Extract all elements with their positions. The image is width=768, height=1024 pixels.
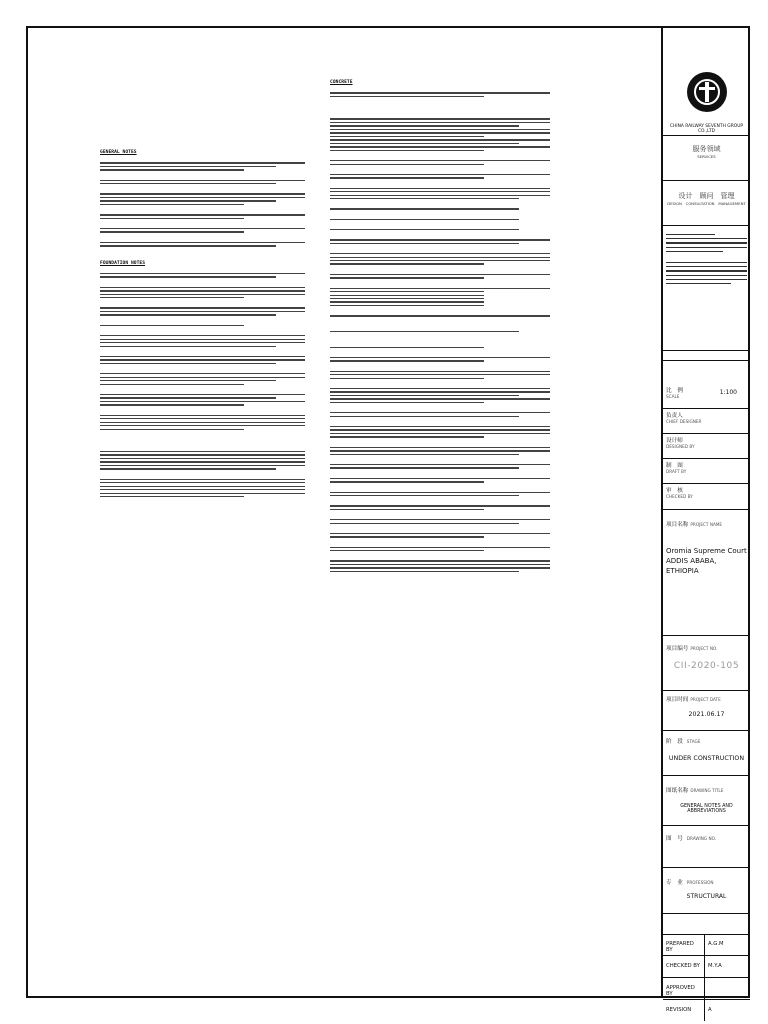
draft-row xyxy=(663,459,750,484)
section-divider xyxy=(663,360,750,361)
scale-value: 1:100 xyxy=(719,389,737,396)
concrete-note xyxy=(330,519,550,524)
concrete-note xyxy=(330,253,550,265)
scale-row xyxy=(663,384,750,409)
signature-row xyxy=(663,978,750,1000)
scale-label-cn: 比 例 xyxy=(666,388,683,394)
concrete-note xyxy=(330,533,550,538)
designed-label-cn: 设计师 xyxy=(666,438,683,444)
profession-label-cn: 专 业 xyxy=(666,880,683,886)
signature-row xyxy=(663,956,750,978)
design-en: DESIGN CONSULTATION MANAGEMENT xyxy=(667,201,746,206)
project-no-label-cn: 项目编号 xyxy=(666,646,689,652)
concrete-note xyxy=(330,118,550,151)
checked-label-cn: 审 核 xyxy=(666,488,683,494)
concrete-note xyxy=(330,160,550,165)
foundation-note xyxy=(100,451,305,470)
concrete-note xyxy=(330,219,550,220)
concrete-notes-column xyxy=(330,80,550,581)
signature-value: A xyxy=(708,1007,712,1013)
general-notes-heading: GENERAL NOTES xyxy=(100,150,137,155)
signature-value xyxy=(705,978,750,999)
signature-key: PREPARED BY xyxy=(663,934,705,955)
foundation-note xyxy=(100,479,305,498)
foundation-notes-heading: FOUNDATION NOTES xyxy=(100,260,146,266)
project-name-line: ETHIOPIA xyxy=(666,567,699,575)
profession-label-en: PROFESSION xyxy=(686,880,714,885)
drawing-no-section xyxy=(663,826,750,868)
project-name-section xyxy=(663,510,750,636)
general-note xyxy=(100,214,305,219)
revision-note xyxy=(663,226,750,289)
concrete-note xyxy=(330,174,550,179)
concrete-note xyxy=(330,315,550,348)
project-no-label-en: PROJECT NO. xyxy=(690,646,718,651)
foundation-note xyxy=(100,415,305,430)
foundation-note xyxy=(100,273,305,278)
profession-section xyxy=(663,868,750,914)
concrete-note xyxy=(330,371,550,379)
signature-row xyxy=(663,934,750,956)
project-no-section xyxy=(663,636,750,691)
scale-label-en: SCALE xyxy=(666,394,680,399)
signature-key: REVISION xyxy=(663,1000,705,1021)
spacer-row xyxy=(663,914,750,935)
profession-value: STRUCTURAL xyxy=(686,893,727,900)
designed-label-en: DESIGNED BY xyxy=(666,444,695,449)
foundation-note xyxy=(100,373,305,385)
concrete-note xyxy=(330,464,550,469)
logo-section xyxy=(663,26,750,136)
services-cn: 服务领域 xyxy=(692,145,721,153)
services-section xyxy=(663,136,750,181)
project-name-label-cn: 项目名称 xyxy=(666,522,689,528)
project-date-label-cn: 项目时间 xyxy=(666,697,689,703)
title-block xyxy=(663,26,750,1013)
design-cn: 设计 顾问 管理 xyxy=(678,192,735,200)
concrete-notes-heading: CONCRETE xyxy=(330,80,353,85)
concrete-note xyxy=(330,426,550,438)
project-name-label-en: PROJECT NAME xyxy=(690,522,723,527)
revision-note-section xyxy=(663,226,750,351)
concrete-note xyxy=(330,492,550,497)
drawing-title-section xyxy=(663,776,750,826)
concrete-note xyxy=(330,357,550,362)
project-name-line: Oromia Supreme Court xyxy=(666,547,747,555)
checked-label-en: CHECKED BY xyxy=(666,494,693,499)
drawing-title-value: GENERAL NOTES AND ABBREVIATIONS xyxy=(680,804,733,814)
chief-label-en: CHIEF DESIGNER xyxy=(666,419,702,424)
chief-label-cn: 负责人 xyxy=(666,413,683,419)
concrete-note xyxy=(330,478,550,483)
concrete-note xyxy=(330,274,550,279)
foundation-note xyxy=(100,394,305,406)
company-name: CHINA RAILWAY SEVENTH GROUP CO.,LTD xyxy=(669,124,744,134)
general-note xyxy=(100,228,305,233)
concrete-note xyxy=(330,208,550,209)
concrete-note xyxy=(330,92,550,97)
concrete-note xyxy=(330,505,550,510)
company-logo-icon xyxy=(687,72,727,112)
project-no-value: CII-2020-105 xyxy=(673,661,740,671)
signature-value: M.Y.A xyxy=(708,963,722,969)
foundation-note xyxy=(100,307,305,315)
signature-table xyxy=(663,934,750,1021)
draft-label-en: DRAFT BY xyxy=(666,469,687,474)
stage-label-cn: 阶 段 xyxy=(666,739,683,745)
signature-value: A.G.M xyxy=(708,941,724,947)
concrete-note xyxy=(330,560,550,572)
concrete-note xyxy=(330,188,550,200)
project-date-label-en: PROJECT DATE xyxy=(690,697,721,702)
concrete-note xyxy=(330,547,550,552)
general-note xyxy=(100,162,305,170)
concrete-note xyxy=(330,288,550,307)
signature-key: CHECKED BY xyxy=(663,956,705,977)
general-note xyxy=(100,242,305,247)
stage-section xyxy=(663,731,750,776)
drawing-title-label-cn: 图纸名称 xyxy=(666,788,689,794)
project-date-section xyxy=(663,691,750,731)
foundation-note xyxy=(100,356,305,364)
checked-row xyxy=(663,484,750,510)
drawing-no-label-cn: 图 号 xyxy=(666,836,683,842)
concrete-note xyxy=(330,388,550,403)
concrete-note xyxy=(330,239,550,244)
concrete-note xyxy=(330,447,550,455)
general-notes-column xyxy=(100,150,305,506)
signature-row xyxy=(663,1000,750,1021)
project-date-value: 2021.06.17 xyxy=(688,711,725,718)
project-name-line: ADDIS ABABA, xyxy=(666,557,717,565)
foundation-note xyxy=(100,325,305,326)
concrete-note xyxy=(330,412,550,417)
foundation-note xyxy=(100,335,305,347)
general-note xyxy=(100,193,305,205)
chief-row xyxy=(663,409,750,434)
drawing-title-label-en: DRAWING TITLE xyxy=(690,788,724,793)
general-note xyxy=(100,180,305,185)
stage-label-en: STAGE xyxy=(686,739,701,744)
drawing-no-label-en: DRAWING NO. xyxy=(686,836,717,841)
services-en: SERVICES xyxy=(697,154,716,159)
foundation-note xyxy=(100,287,305,299)
stage-value: UNDER CONSTRUCTION xyxy=(668,755,745,762)
signature-key: APPROVED BY xyxy=(663,978,705,999)
concrete-note xyxy=(330,229,550,230)
designed-row xyxy=(663,434,750,459)
draft-label-cn: 制 图 xyxy=(666,463,683,469)
design-section xyxy=(663,181,750,226)
